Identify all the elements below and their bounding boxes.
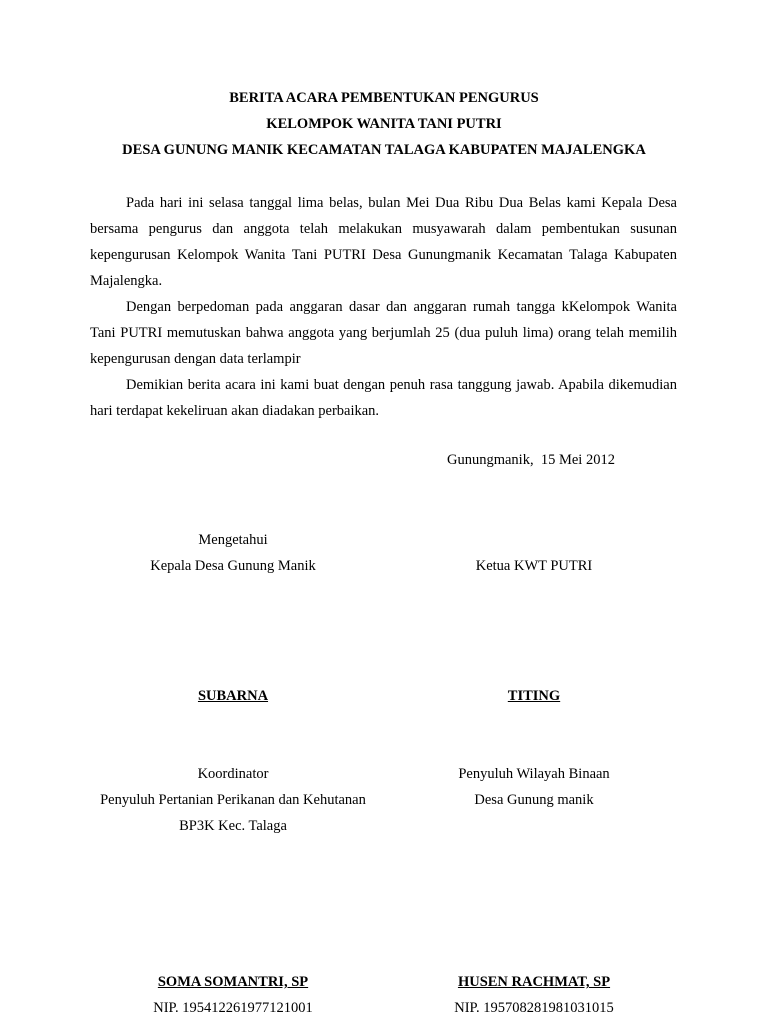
- body-paragraph-1: Pada hari ini selasa tanggal lima belas, bulan Mei Dua Ribu Dua Belas kami Kepala Desa bersama pengurus dan anggota telah melakukan musyawarah dalam pembentukan susunan kepengurusan Kelompok Wanita Tani PUTRI Desa Gunungmanik Kecamatan Talaga Kabupaten Majalengka.: [90, 195, 677, 289]
- place-date: Gunungmanik, 15 Mei 2012: [447, 452, 615, 468]
- village-head-name: SUBARNA: [197, 688, 269, 704]
- kwt-chair-title: Ketua KWT PUTRI: [475, 558, 593, 574]
- acknowledged-label: Mengetahui: [198, 532, 268, 548]
- body-paragraph-3: Demikian berita acara ini kami buat dengan penuh rasa tanggung jawab. Apabila dikemudian hari terdapat kekeliruan akan diadakan perbaikan.: [90, 377, 677, 419]
- document-title-line-1: BERITA ACARA PEMBENTUKAN PENGURUS: [229, 90, 539, 106]
- extension-officer-name: HUSEN RACHMAT, SP: [457, 974, 611, 990]
- extension-officer-area: Desa Gunung manik: [474, 792, 594, 808]
- document-title-line-3: DESA GUNUNG MANIK KECAMATAN TALAGA KABUPATEN MAJALENGKA: [122, 142, 646, 158]
- coordinator-office: BP3K Kec. Talaga: [179, 818, 287, 834]
- kwt-chair-name: TITING: [507, 688, 561, 704]
- village-head-title: Kepala Desa Gunung Manik: [150, 558, 316, 574]
- extension-officer-nip: NIP. 195708281981031015: [454, 1000, 614, 1016]
- body-paragraph-2: Dengan berpedoman pada anggaran dasar dan anggaran rumah tangga kKelompok Wanita Tani PUTRI memutuskan bahwa anggota yang berjumlah 25 (dua puluh lima) orang telah memilih kepengurusan dengan data terlampir: [90, 299, 677, 367]
- coordinator-role: Penyuluh Pertanian Perikanan dan Kehutanan: [100, 792, 366, 808]
- extension-officer-title: Penyuluh Wilayah Binaan: [458, 766, 610, 782]
- coordinator-name: SOMA SOMANTRI, SP: [157, 974, 309, 990]
- coordinator-title: Koordinator: [197, 766, 269, 782]
- coordinator-nip: NIP. 195412261977121001: [153, 1000, 313, 1016]
- document-title-line-2: KELOMPOK WANITA TANI PUTRI: [266, 116, 502, 132]
